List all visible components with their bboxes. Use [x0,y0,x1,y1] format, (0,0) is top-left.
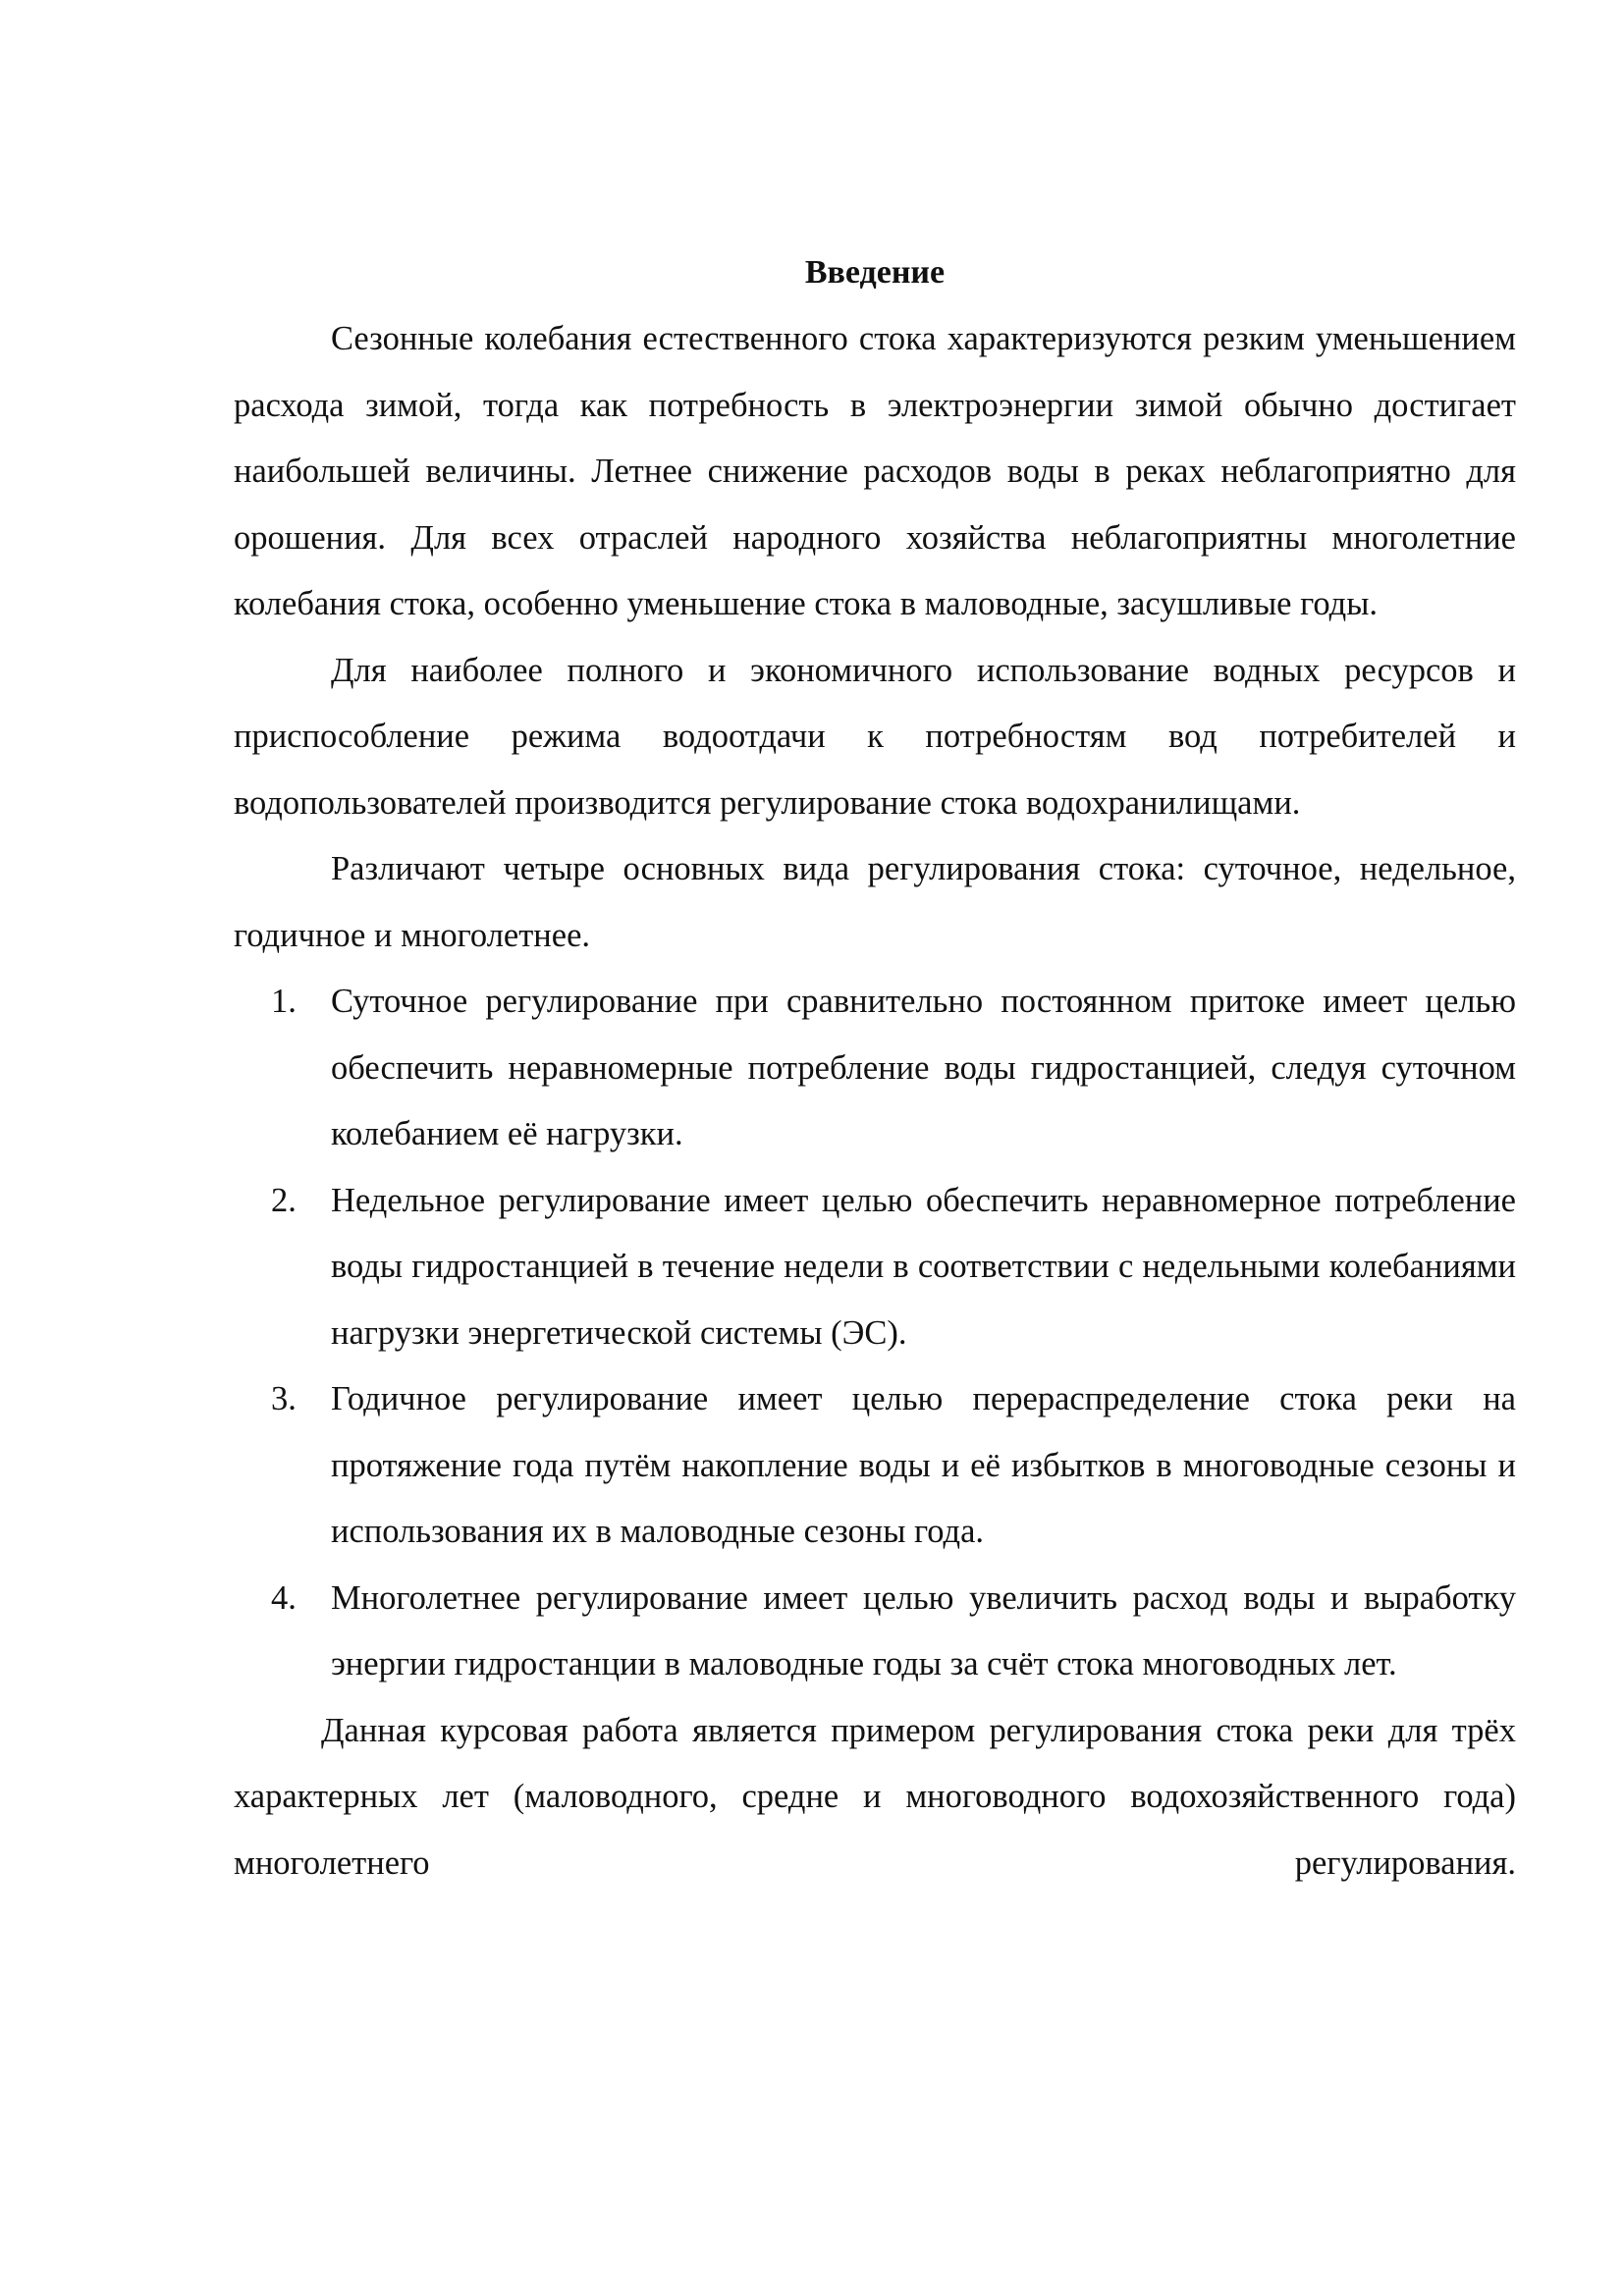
list-item-text: Годичное регулирование имеет целью перераспределение стока реки на протяжение года путём накопление воды и её избытков в многоводные сезоны и использования их в маловодные сезоны года. [331,1380,1516,1550]
list-item-number: 1. [271,983,297,1020]
paragraph-regulation-types: Различают четыре основных вида регулирования стока: суточное, недельное, годичное и многолетнее. [234,850,1516,954]
paragraph-course-work: Данная курсовая работа является примером регулирования стока реки для трёх характерных лет (маловодного, средне и многоводного водохозяйственного года) многолетнего регулирования. [234,1711,1516,1882]
list-item-annual-regulation [234,1366,1516,1566]
document-page [234,245,1516,1896]
list-item-number: 3. [271,1380,297,1417]
list-item-weekly-regulation [234,1168,1516,1367]
list-item-text: Недельное регулирование имеет целью обеспечить неравномерное потребление воды гидростанцией в течение недели в соответствии с недельными колебаниями нагрузки энергетической системы (ЭС). [331,1181,1516,1352]
list-item-number: 4. [271,1578,297,1617]
list-item-multiyear-regulation [234,1566,1516,1698]
list-item-text: Многолетнее регулирование имеет целью увеличить расход воды и выработку энергии гидростанции в маловодные годы за счёт стока многоводных лет. [331,1578,1516,1682]
regulation-types-list [234,969,1516,1698]
list-item-daily-regulation [234,969,1516,1168]
paragraph-water-resources: Для наиболее полного и экономичного использование водных ресурсов и приспособление режима водоотдачи к потребностям вод потребителей и водопользователей производится регулирование стока водохранилищами. [234,651,1516,822]
page-title: Введение [804,254,946,291]
paragraph-seasonal-fluctuations: Сезонные колебания естественного стока характеризуются резким уменьшением расхода зимой, тогда как потребность в электроэнергии зимой обычно достигает наибольшей величины. Летнее снижение расходов воды в реках неблагоприятно для орошения. Для всех отраслей народного хозяйства неблагоприятны многолетние колебания стока, особенно уменьшение стока в маловодные, засушливые годы. [234,320,1516,622]
list-item-number: 2. [271,1181,297,1219]
list-item-text: Суточное регулирование при сравнительно постоянном притоке имеет целью обеспечить неравномерные потребление воды гидростанцией, следуя суточном колебанием её нагрузки. [331,983,1516,1152]
